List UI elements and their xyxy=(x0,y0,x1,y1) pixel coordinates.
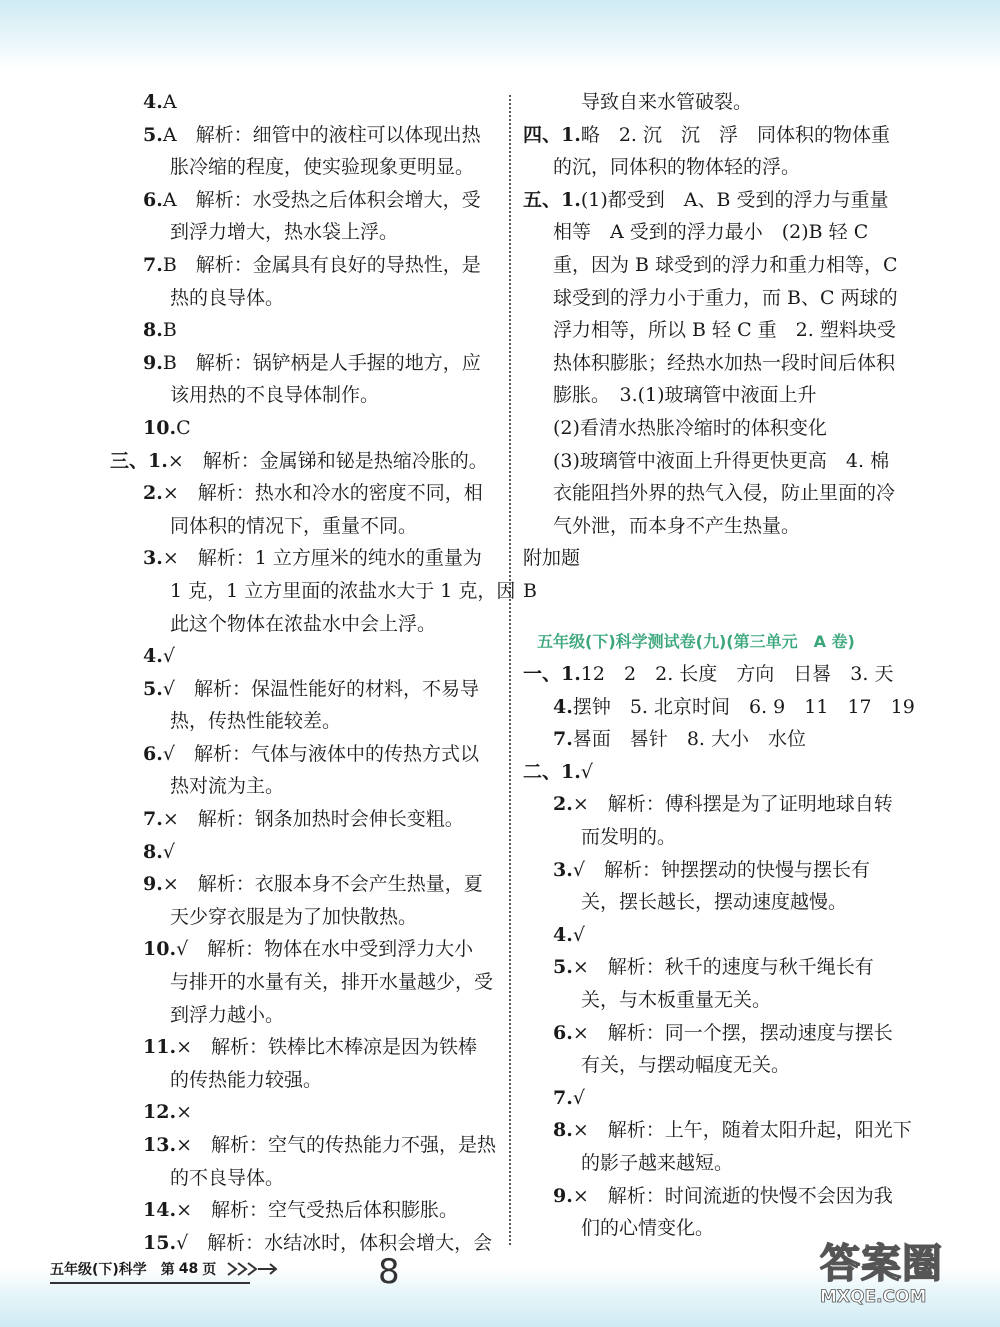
left-column xyxy=(110,86,516,1259)
question-number: 7. xyxy=(143,808,163,831)
answer-text: B xyxy=(523,579,537,602)
answer-line xyxy=(523,249,908,282)
answer-text: √ xyxy=(162,840,175,863)
question-number: 6. xyxy=(553,1021,573,1044)
answer-text: × 解析：上午，随着太阳升起，阳光下 xyxy=(572,1119,912,1142)
answer-line xyxy=(523,347,908,380)
answer-text: 热对流为主。 xyxy=(170,775,285,798)
answer-text: 们的心情变化。 xyxy=(581,1217,715,1240)
answer-line xyxy=(523,412,908,445)
question-number: 11. xyxy=(143,1036,177,1059)
answer-line xyxy=(523,886,908,919)
answer-text: √ 解析：保温性能好的材料，不易导 xyxy=(162,677,479,700)
answer-line xyxy=(110,282,495,315)
answer-text: √ 解析：水结冰时，体积会增大，会 xyxy=(176,1231,493,1254)
answer-text: × 解析：铁棒比木棒凉是因为铁棒 xyxy=(176,1036,477,1059)
answer-line xyxy=(523,282,908,315)
answer-line xyxy=(523,821,908,854)
answer-text: B xyxy=(162,319,177,342)
answer-line xyxy=(523,314,908,347)
answer-line xyxy=(110,151,495,184)
answer-line xyxy=(110,1096,495,1129)
answer-line xyxy=(523,1082,908,1115)
answer-line xyxy=(523,919,908,952)
answer-line xyxy=(110,933,495,966)
page-footer xyxy=(50,1257,300,1281)
watermark-url: MXQE.COM xyxy=(820,1287,927,1307)
answer-line xyxy=(523,951,908,984)
answer-text: √ 解析：气体与液体中的传热方式以 xyxy=(162,742,479,765)
watermark-logo: 答案圈 xyxy=(820,1241,943,1287)
answer-text: B 解析：锅铲柄是人手握的地方，应 xyxy=(162,351,481,374)
answer-text: A xyxy=(162,91,177,113)
answer-line xyxy=(110,705,495,738)
answer-text: √ 解析：物体在水中受到浮力大小 xyxy=(176,938,474,961)
answer-text: 晷面 晷针 8. 大小 水位 xyxy=(572,728,807,751)
answer-text: A 解析：细管中的液柱可以体现出热 xyxy=(162,123,481,146)
answer-line xyxy=(523,86,908,119)
question-number: 9. xyxy=(143,351,163,374)
answer-line xyxy=(110,119,495,152)
answer-text: 有关，与摆动幅度无关。 xyxy=(581,1054,791,1077)
question-number: 8. xyxy=(143,319,163,342)
answer-text: (3)玻璃管中液面上升得更快更高 4. 棉 xyxy=(553,449,890,472)
answer-text: 到浮力增大，热水袋上浮。 xyxy=(170,221,399,244)
answer-line xyxy=(523,477,908,510)
answer-text: × 解析：热水和冷水的密度不同，相 xyxy=(162,482,483,505)
answer-text: × 解析：衣服本身不会产生热量，夏 xyxy=(162,873,483,896)
answer-text: 膨胀。 3.(1)玻璃管中液面上升 xyxy=(553,384,817,407)
answer-line xyxy=(523,184,908,217)
answer-line xyxy=(110,542,495,575)
footer-label: 五年级(下)科学 第 xyxy=(50,1262,175,1278)
answer-text: 浮力相等，所以 B 轻 C 重 2. 塑料块受 xyxy=(553,319,896,342)
answer-text: √ 解析：钟摆摆动的快慢与摆长有 xyxy=(572,858,870,881)
question-number: 10. xyxy=(143,416,177,439)
question-number: 一、1. xyxy=(523,663,581,686)
answer-line xyxy=(110,575,516,608)
answer-line xyxy=(110,1031,495,1064)
handwritten-mark: 8 xyxy=(378,1252,400,1292)
answer-line xyxy=(523,1180,908,1213)
section-title: 五年级(下)科学测试卷(九)(第三单元 A 卷) xyxy=(537,631,855,651)
question-number: 2. xyxy=(143,482,163,505)
answer-text: × 解析：同一个摆，摆动速度与摆长 xyxy=(572,1021,893,1044)
answer-line xyxy=(110,216,495,249)
question-number: 5. xyxy=(553,956,573,979)
answer-line xyxy=(110,477,495,510)
answer-text: 胀冷缩的程度，使实验现象更明显。 xyxy=(170,156,475,179)
answer-text: × 解析：1 立方厘米的纯水的重量为 xyxy=(162,547,482,570)
answer-text: (2)看清水热胀冷缩时的体积变化 xyxy=(553,416,827,439)
answer-line xyxy=(110,1129,495,1162)
answer-text: B 解析：金属具有良好的导热性，是 xyxy=(162,253,481,276)
answer-text: √ xyxy=(572,1086,585,1109)
answer-line xyxy=(523,756,908,789)
answer-line xyxy=(110,510,495,543)
question-number: 四、1. xyxy=(523,123,581,146)
answer-line xyxy=(523,723,908,756)
answer-line xyxy=(110,803,495,836)
answer-text: 该用热的不良导体制作。 xyxy=(170,384,380,407)
answer-text: × 解析：时间流逝的快慢不会因为我 xyxy=(572,1184,893,1207)
answer-text: 1 克，1 立方里面的浓盐水大于 1 克，因 xyxy=(170,579,516,602)
answer-line xyxy=(523,445,908,478)
right-column-bottom-answers xyxy=(523,658,915,1245)
answer-text: × 解析：空气受热后体积膨胀。 xyxy=(176,1199,458,1222)
answer-text: 的不良导体。 xyxy=(170,1166,285,1189)
question-number: 5. xyxy=(143,123,163,146)
answer-line xyxy=(523,151,908,184)
answer-line xyxy=(523,575,908,608)
question-number: 3. xyxy=(553,858,573,881)
answer-text: 球受到的浮力小于重力，而 B、C 两球的 xyxy=(553,286,898,309)
answer-line xyxy=(523,1147,908,1180)
answer-line xyxy=(110,901,495,934)
answer-line xyxy=(110,1194,495,1227)
answer-line xyxy=(110,640,495,673)
answer-line xyxy=(110,347,495,380)
question-number: 12. xyxy=(143,1101,177,1124)
answer-line xyxy=(523,119,908,152)
right-column-top-answers xyxy=(523,86,908,608)
answer-line xyxy=(110,608,495,641)
answer-line xyxy=(523,542,908,575)
question-number: 3. xyxy=(143,547,163,570)
answer-line xyxy=(110,1064,495,1097)
answer-text: 的影子越来越短。 xyxy=(581,1152,734,1174)
answer-text: × 解析：金属锑和铋是热缩冷胀的。 xyxy=(167,449,488,472)
answer-text: 热，传热性能较差。 xyxy=(170,710,342,733)
page-number: 48 xyxy=(178,1261,199,1277)
answer-line xyxy=(110,184,495,217)
answer-text: 天少穿衣服是为了加快散热。 xyxy=(170,905,418,928)
answer-line xyxy=(523,854,908,887)
answer-text: × 解析：秋千的速度与秋千绳长有 xyxy=(572,956,874,979)
question-number: 6. xyxy=(143,742,163,765)
question-number: 6. xyxy=(143,188,163,211)
answer-line xyxy=(110,314,495,347)
question-number: 15. xyxy=(143,1231,177,1254)
answer-text: 附加题 xyxy=(523,547,581,570)
answer-line xyxy=(110,1162,495,1195)
answer-line xyxy=(523,788,908,821)
answer-line xyxy=(110,868,495,901)
answer-text: (1)都受到 A、B 受到的浮力与重量 xyxy=(580,188,889,211)
top-decorative-band xyxy=(0,0,1000,70)
answer-text: √ xyxy=(162,645,175,668)
answer-line xyxy=(110,445,495,478)
question-number: 4. xyxy=(553,923,573,946)
footer-suffix: 页 xyxy=(202,1262,217,1278)
answer-text: × xyxy=(176,1101,192,1124)
question-number: 8. xyxy=(143,840,163,863)
question-number: 9. xyxy=(143,873,163,896)
answer-text: √ xyxy=(580,760,593,783)
answer-text: 到浮力越小。 xyxy=(170,1003,285,1026)
answer-text: 气外泄，而本身不产生热量。 xyxy=(553,514,801,537)
answer-line xyxy=(523,691,915,724)
answer-line xyxy=(523,1114,912,1147)
answer-text: 的沉，同体积的物体轻的浮。 xyxy=(553,156,801,179)
question-number: 4. xyxy=(553,695,573,718)
question-number: 9. xyxy=(553,1184,573,1207)
answer-text: A 解析：水受热之后体积会增大，受 xyxy=(162,188,481,211)
watermark xyxy=(820,1232,990,1317)
answer-text: 摆钟 5. 北京时间 6. 9 11 17 19 xyxy=(572,695,915,718)
answer-line xyxy=(523,984,908,1017)
answer-line xyxy=(523,510,908,543)
question-number: 5. xyxy=(143,677,163,700)
answer-text: 同体积的情况下，重量不同。 xyxy=(170,514,418,537)
answer-line xyxy=(523,1017,908,1050)
question-number: 7. xyxy=(143,253,163,276)
answer-text: 12 2 2. 长度 方向 日晷 3. 天 xyxy=(580,663,894,686)
answer-text: 的传热能力较强。 xyxy=(170,1068,323,1091)
answer-text: × 解析：傅科摆是为了证明地球自转 xyxy=(572,793,893,816)
question-number: 7. xyxy=(553,1086,573,1109)
answer-line xyxy=(110,379,495,412)
answer-text: 而发明的。 xyxy=(581,826,677,849)
answer-text: 此这个物体在浓盐水中会上浮。 xyxy=(170,612,437,635)
answer-text: 关，摆长越长，摆动速度越慢。 xyxy=(581,891,848,914)
column-divider xyxy=(509,95,511,1245)
answer-line xyxy=(110,1227,495,1260)
answer-text: 关，与木板重量无关。 xyxy=(581,989,772,1012)
answer-text: 相等 A 受到的浮力最小 (2)B 轻 C xyxy=(553,221,869,244)
answer-text: √ xyxy=(572,923,585,946)
answer-text: 热的良导体。 xyxy=(170,286,285,309)
answer-text: 热体积膨胀；经热水加热一段时间后体积 xyxy=(553,351,896,374)
answer-line xyxy=(523,216,908,249)
question-number: 三、1. xyxy=(110,449,168,472)
answer-text: C xyxy=(176,416,191,439)
answer-line xyxy=(110,86,495,119)
question-number: 五、1. xyxy=(523,188,581,211)
answer-line xyxy=(110,836,495,869)
answer-text: 重，因为 B 球受到的浮力和重力相等，C xyxy=(553,253,898,276)
question-number: 8. xyxy=(553,1119,573,1142)
answer-line xyxy=(110,673,495,706)
answer-text: × 解析：空气的传热能力不强，是热 xyxy=(176,1134,496,1156)
answer-line xyxy=(110,412,495,445)
answer-line xyxy=(523,379,908,412)
answer-text: × 解析：钢条加热时会伸长变粗。 xyxy=(162,808,464,831)
question-number: 2. xyxy=(553,793,573,816)
answer-line xyxy=(110,738,495,771)
answer-text: 略 2. 沉 沉 浮 同体积的物体重 xyxy=(580,123,891,146)
question-number: 10. xyxy=(143,938,177,961)
answer-line xyxy=(110,966,495,999)
question-number: 13. xyxy=(143,1134,177,1156)
arrows-icon xyxy=(226,1261,278,1277)
question-number: 4. xyxy=(143,645,163,668)
answer-line xyxy=(110,249,495,282)
question-number: 二、1. xyxy=(523,760,581,783)
answer-line xyxy=(523,1049,908,1082)
question-number: 7. xyxy=(553,728,573,751)
answer-text: 导致自来水管破裂。 xyxy=(581,91,753,113)
question-number: 4. xyxy=(143,91,163,113)
right-column xyxy=(523,86,915,1245)
answer-text: 与排开的水量有关，排开水量越少，受 xyxy=(170,971,494,994)
answer-text: 衣能阻挡外界的热气入侵，防止里面的冷 xyxy=(553,482,896,505)
footer-underline xyxy=(50,1282,250,1284)
answer-line xyxy=(523,658,908,691)
question-number: 14. xyxy=(143,1199,177,1222)
answer-line xyxy=(110,770,495,803)
answer-line xyxy=(110,999,495,1032)
